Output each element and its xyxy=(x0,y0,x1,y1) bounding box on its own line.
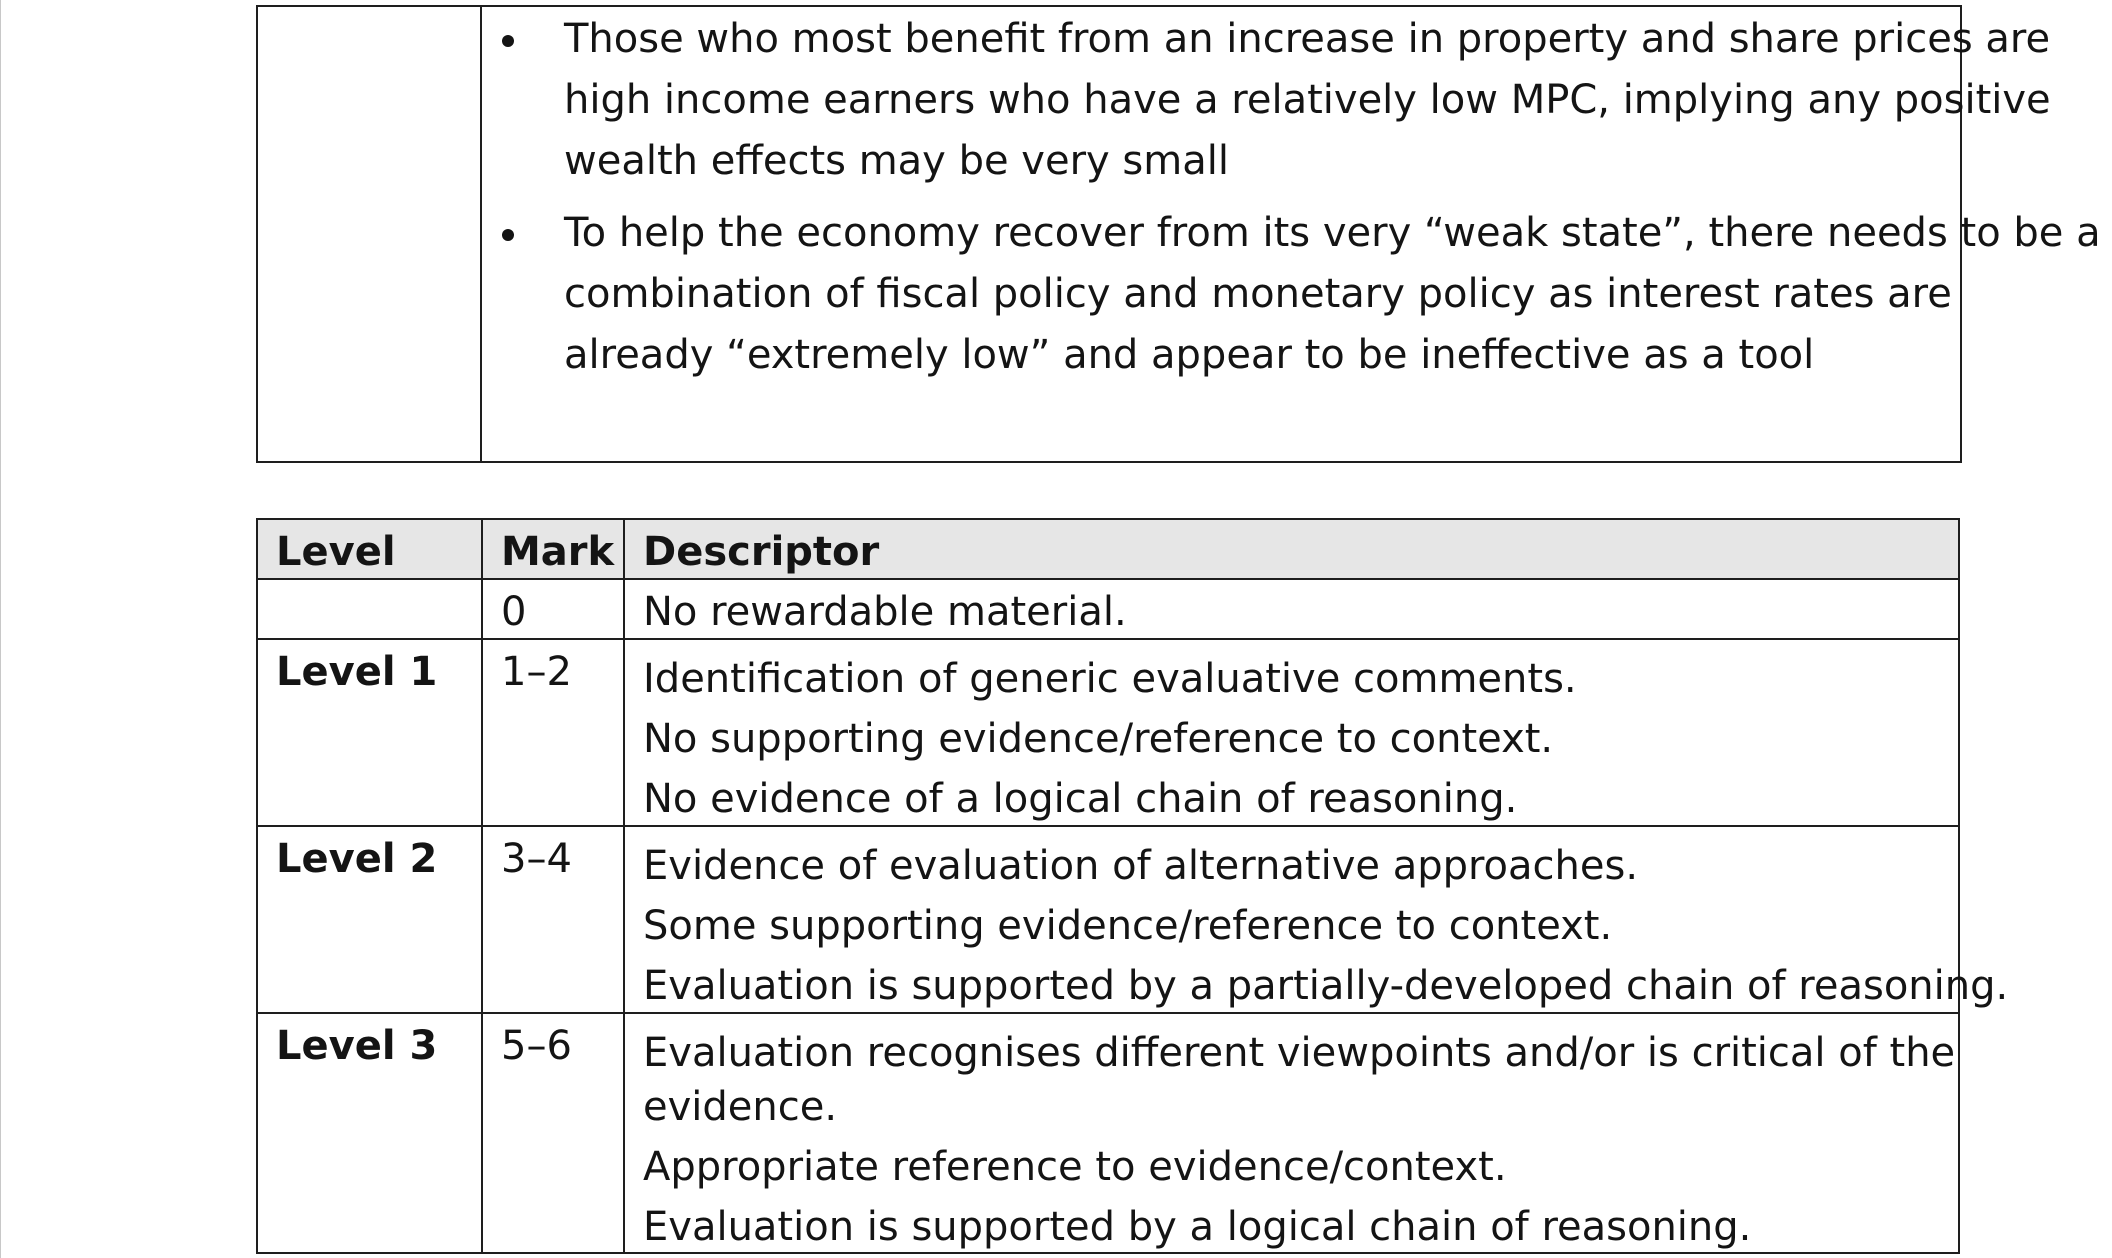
row-mark: 0 xyxy=(501,589,527,635)
row-mark: 5–6 xyxy=(501,1023,572,1069)
column-divider xyxy=(481,520,483,578)
row-descriptor-line: evidence. xyxy=(643,1084,838,1130)
row-descriptor-line: No evidence of a logical chain of reasoning. xyxy=(643,776,1518,822)
bullet-line: high income earners who have a relatively low MPC, implying any positive xyxy=(564,77,2051,123)
bullet-dot-icon xyxy=(502,35,514,47)
row-descriptor-line: No supporting evidence/reference to context. xyxy=(643,716,1554,762)
header-mark: Mark xyxy=(501,529,615,575)
row-mark: 1–2 xyxy=(501,649,572,695)
bullet-line: already “extremely low” and appear to be ineffective as a tool xyxy=(564,332,1815,378)
table-row xyxy=(258,580,1958,640)
row-mark: 3–4 xyxy=(501,836,572,882)
bullet-line: To help the economy recover from its very “weak state”, there needs to be a xyxy=(564,210,2101,256)
grid-header-row xyxy=(258,520,1958,580)
bullet-dot-icon xyxy=(502,229,514,241)
row-descriptor-line: Some supporting evidence/reference to context. xyxy=(643,903,1613,949)
header-level: Level xyxy=(276,529,396,575)
header-descriptor: Descriptor xyxy=(643,529,880,575)
row-level: Level 1 xyxy=(276,649,438,695)
table-row xyxy=(258,640,1958,827)
bullet-line: wealth effects may be very small xyxy=(564,138,1229,184)
row-descriptor-line: Evaluation is supported by a partially-developed chain of reasoning. xyxy=(643,963,2009,1009)
bullet-line: Those who most benefit from an increase in property and share prices are xyxy=(564,16,2051,62)
column-divider xyxy=(623,520,625,578)
row-descriptor-line: Evaluation recognises different viewpoints and/or is critical of the xyxy=(643,1030,1956,1076)
row-level: Level 2 xyxy=(276,836,438,882)
row-descriptor-line: Evaluation is supported by a logical chain of reasoning. xyxy=(643,1204,1752,1250)
row-descriptor-line: Evidence of evaluation of alternative approaches. xyxy=(643,843,1639,889)
bullet-line: combination of fiscal policy and monetary policy as interest rates are xyxy=(564,271,1952,317)
page-left-edge xyxy=(0,0,1,1258)
levels-marking-grid xyxy=(256,518,2009,1254)
row-descriptor-line: Appropriate reference to evidence/context. xyxy=(643,1144,1507,1190)
table-row xyxy=(258,827,2009,1014)
row-level: Level 3 xyxy=(276,1023,438,1069)
row-descriptor-line: No rewardable material. xyxy=(643,589,1127,635)
row-descriptor-line: Identification of generic evaluative comments. xyxy=(643,656,1577,702)
guidance-empty-cell xyxy=(258,7,482,461)
table-row xyxy=(258,1014,1958,1252)
